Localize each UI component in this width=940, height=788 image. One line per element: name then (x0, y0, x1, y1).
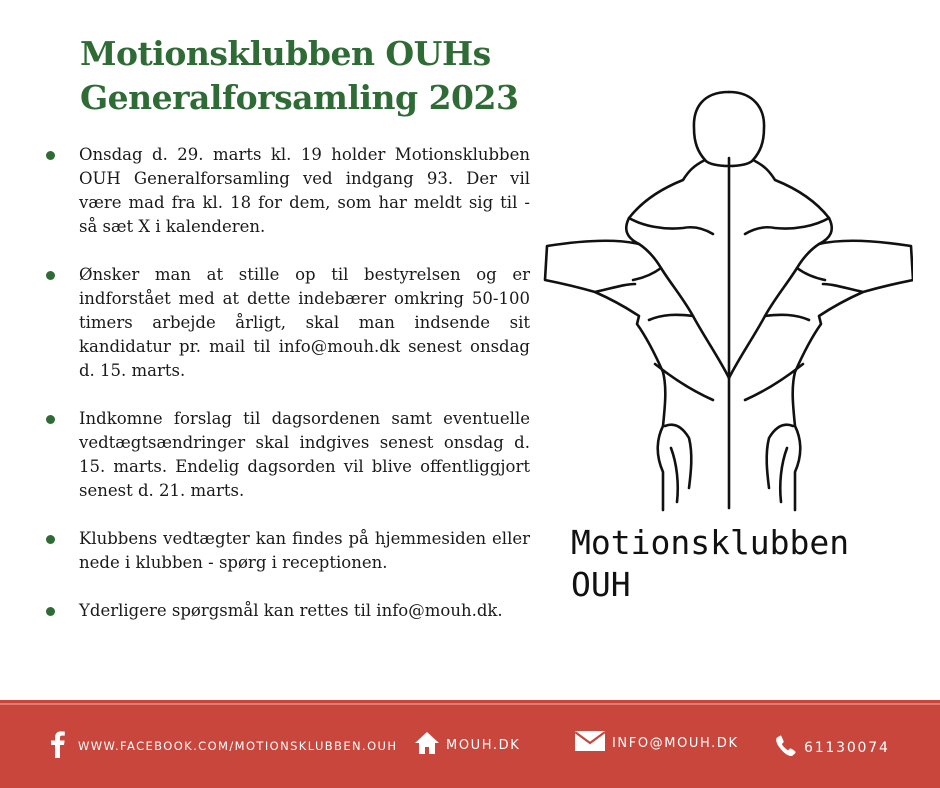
back-muscles-illustration (543, 88, 913, 514)
list-item-text: Onsdag d. 29. marts kl. 19 holder Motionsklubben OUH Generalforsamling ved indgang 93. Der vil være mad fra kl. 18 for dem, som har meldt sig til - så sæt X i kalenderen. (79, 145, 530, 236)
list-item (40, 599, 530, 623)
envelope-icon (574, 730, 606, 756)
list-item-text: Indkomne forslag til dagsordenen samt eventuelle vedtægtsændringer skal indgives senest onsdag d. 15. marts. Endelig dagsorden vil blive offentliggjort senest d. 21. marts. (79, 409, 530, 500)
club-logo-text (571, 522, 911, 606)
footer-divider (0, 703, 940, 705)
logo-line-2: OUH (571, 565, 631, 604)
list-item (40, 407, 530, 503)
bullet-dot-icon (46, 607, 55, 616)
bullet-dot-icon (46, 535, 55, 544)
phone-icon (774, 734, 798, 762)
title-line-1: Motionsklubben OUHs (80, 34, 491, 73)
list-item-text: Klubbens vedtægter kan findes på hjemmesiden eller nede i klubben - spørg i receptionen. (79, 529, 530, 572)
list-item (40, 143, 530, 239)
bullet-dot-icon (46, 271, 55, 280)
list-item-text: Yderligere spørgsmål kan rettes til info@mouh.dk. (79, 601, 503, 620)
website-label: MOUH.DK (446, 737, 521, 753)
page-title (80, 32, 550, 120)
info-list (40, 143, 530, 647)
email-link[interactable] (574, 730, 739, 756)
phone-link[interactable] (774, 734, 890, 762)
website-link[interactable] (414, 730, 520, 760)
list-item (40, 527, 530, 575)
home-icon (414, 730, 440, 760)
facebook-label: WWW.FACEBOOK.COM/MOTIONSKLUBBEN.OUH (78, 739, 398, 753)
bullet-dot-icon (46, 415, 55, 424)
list-item (40, 263, 530, 383)
facebook-link[interactable] (50, 730, 397, 762)
email-label: INFO@MOUH.DK (612, 735, 739, 751)
list-item-text: Ønsker man at stille op til bestyrelsen og er indforstået med at dette indebærer omkring 50-100 timers arbejde årligt, skal man indsende sit kandidatur pr. mail til info@mouh.dk senest onsdag d. 15. marts. (79, 265, 530, 380)
logo-line-1: Motionsklubben (571, 523, 850, 562)
bullet-dot-icon (46, 151, 55, 160)
phone-label: 61130074 (804, 740, 890, 756)
title-line-2: Generalforsamling 2023 (80, 78, 519, 117)
facebook-icon (50, 730, 66, 762)
